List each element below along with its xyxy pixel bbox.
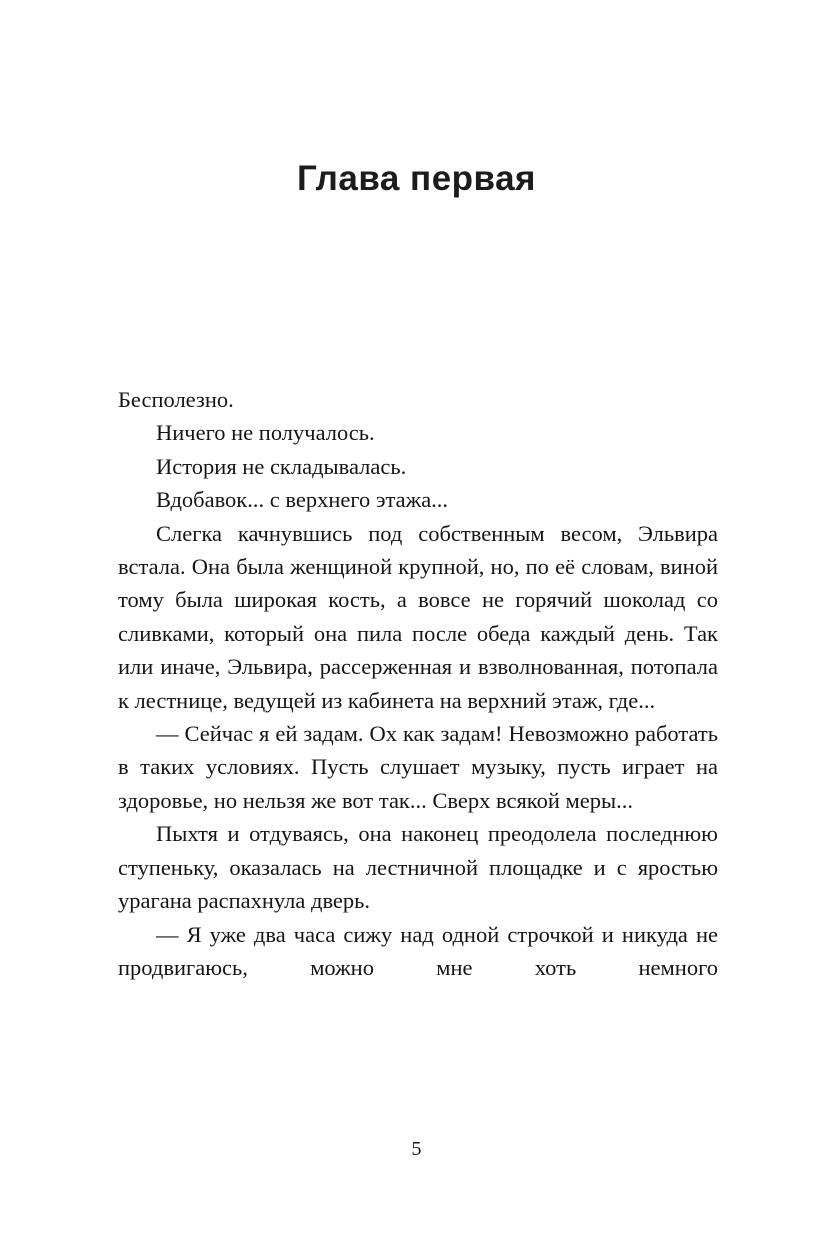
body-text-block bbox=[118, 383, 718, 984]
paragraph: История не складывалась. bbox=[156, 453, 407, 479]
paragraph: Вдобавок... с верхнего этажа... bbox=[156, 487, 449, 513]
paragraph: Бесполезно. bbox=[118, 387, 234, 412]
paragraph: Пыхтя и отдуваясь, она наконец преодолела последнюю ступеньку, оказалась на лестничной площадке и с яростью урагана распахнула дверь. bbox=[118, 821, 718, 914]
paragraph: Слегка качнувшись под собственным весом, Эльвира встала. Она была женщиной крупной, но, по её словам, виной тому была широкая кость, а вовсе не горячий шоколад со сливками, который она пила после обеда каждый день. Так или иначе, Эльвира, рассерженная и взволнованная, потопала к лестнице, ведущей из кабинета на верхний этаж, где... bbox=[118, 520, 718, 713]
paragraph: — Я уже два часа сижу над одной строчкой и никуда не продвигаюсь, можно мне хоть немного bbox=[118, 921, 718, 980]
paragraph: — Сейчас я ей задам. Ох как задам! Невозможно работать в таких условиях. Пусть слушает музыку, пусть играет на здоровье, но нельзя же вот так... Сверх всякой меры... bbox=[118, 721, 718, 813]
paragraph: Ничего не получалось. bbox=[156, 420, 375, 446]
page-number: 5 bbox=[411, 1138, 422, 1160]
chapter-title: Глава первая bbox=[297, 159, 536, 199]
